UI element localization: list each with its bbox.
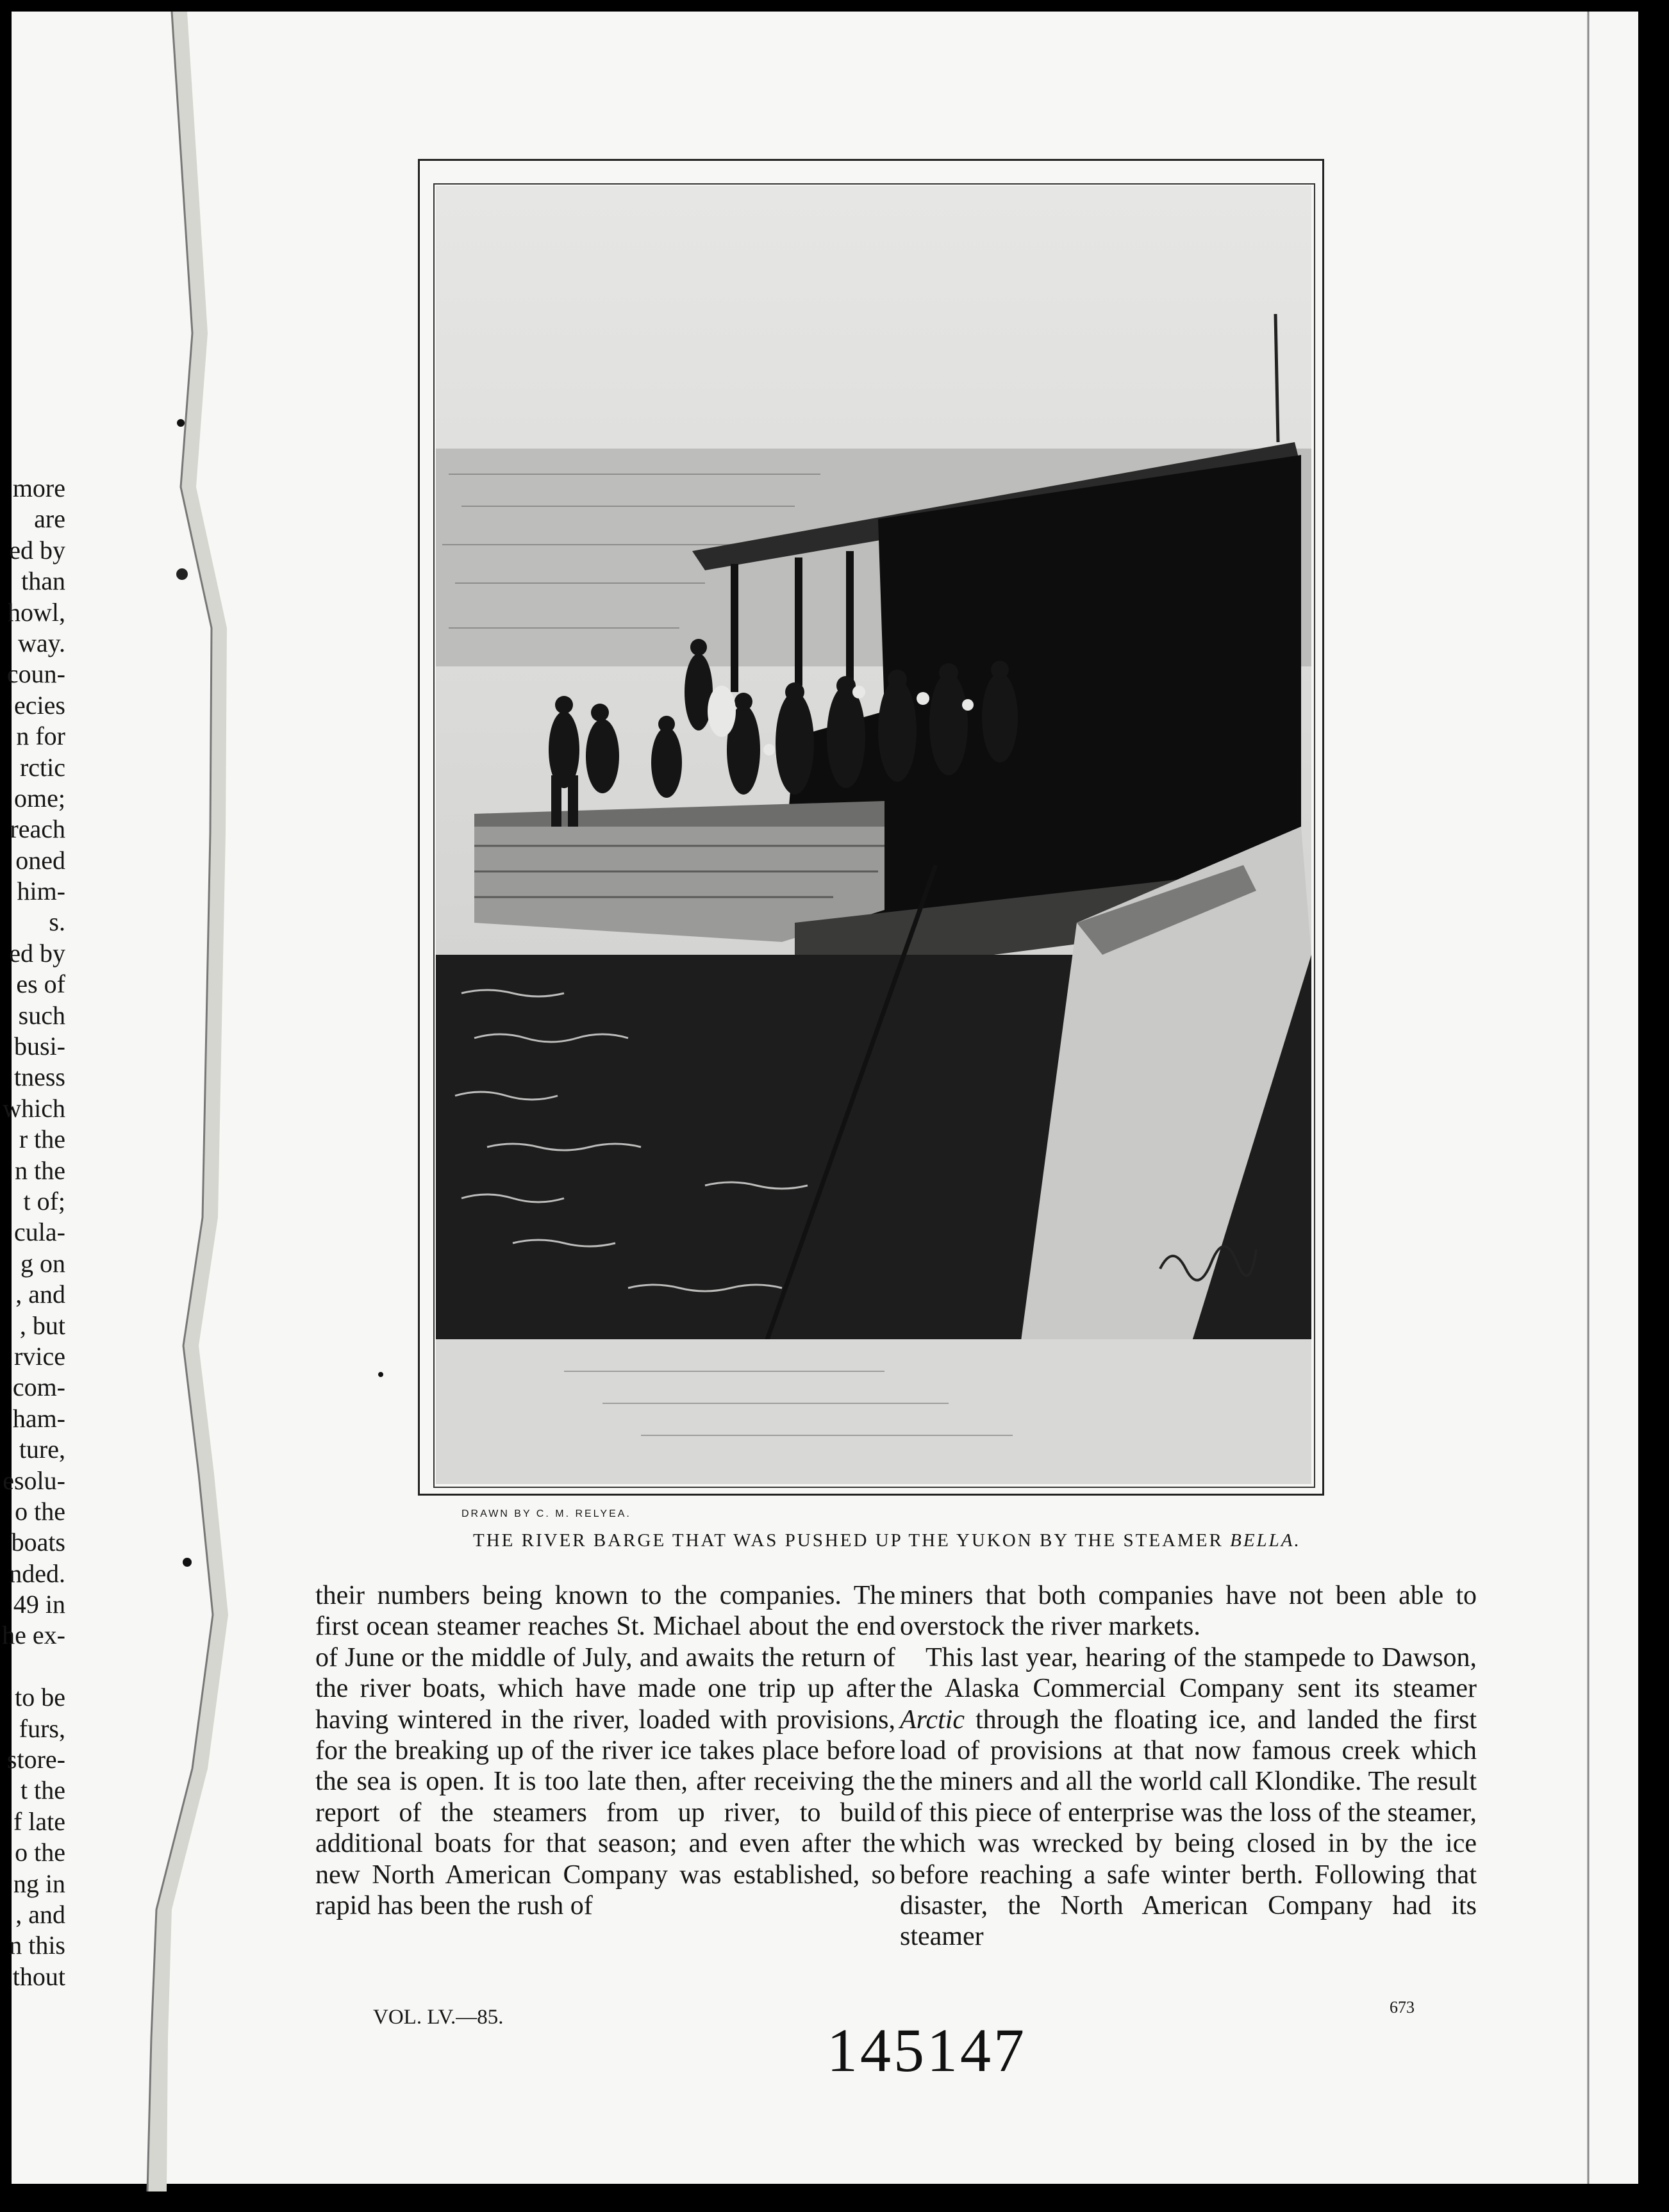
- illustration-caption: [473, 1530, 1301, 1551]
- left-fragment-line: o the: [15, 1838, 65, 1867]
- left-fragment-line: to be: [15, 1683, 65, 1712]
- left-fragment-line: , and: [15, 1280, 65, 1309]
- left-fragment-line: nded.: [9, 1558, 65, 1588]
- left-fragment-line: s.: [49, 907, 65, 937]
- left-fragment-line: busi-: [14, 1032, 65, 1061]
- left-fragment-line: n for: [16, 722, 65, 751]
- left-fragment-line: than: [21, 566, 65, 596]
- column-1-paragraph: their numbers being known to the companies. The first ocean steamer reaches St. Michael about the end of June or the middle of July, and awaits the return of the river boats, which have made one trip up after having wintered in the river, loaded with provisions, for the breaking up of the river ice takes place before the sea is open. It is too late then, after receiving the report of the steamers from up river, to build additional boats for that season; and even after the new North American Company was established, so rapid has been the rush of: [315, 1581, 895, 1921]
- left-fragment-line: o the: [15, 1496, 65, 1526]
- left-fragment-line: coun-: [6, 659, 65, 689]
- body-column-1: [315, 1580, 895, 1921]
- left-fragment-line: f late: [13, 1806, 65, 1836]
- left-fragment-line: , but: [19, 1310, 65, 1340]
- left-fragment-line: thout: [12, 1961, 65, 1991]
- left-fragment-line: com-: [12, 1373, 65, 1402]
- illustration-credit: DRAWN BY C. M. RELYEA.: [461, 1508, 631, 1519]
- ship-name: Arctic: [900, 1704, 965, 1735]
- left-fragment-line: cula-: [14, 1217, 65, 1247]
- left-fragment-line: ed by: [9, 535, 65, 565]
- left-fragment-line: more: [12, 474, 65, 502]
- left-fragment-line: ham-: [12, 1403, 65, 1433]
- left-fragment-line: ecies: [14, 690, 65, 720]
- left-fragment-line: ng in: [13, 1869, 65, 1898]
- left-fragment-line: n this: [9, 1931, 65, 1960]
- left-fragment-line: reach: [10, 814, 65, 844]
- left-fragment-line: him-: [17, 877, 65, 906]
- left-fragment-line: ture,: [19, 1435, 65, 1464]
- left-fragment-line: way.: [17, 628, 65, 657]
- caption-text: THE RIVER BARGE THAT WAS PUSHED UP THE YUKON BY THE STEAMER: [473, 1530, 1224, 1551]
- caption-vessel-name: BELLA.: [1230, 1530, 1301, 1551]
- left-fragment-line: es of: [16, 970, 65, 999]
- left-fragment-line: , and: [15, 1899, 65, 1929]
- accession-stamp: 145147: [827, 2016, 1027, 2084]
- left-fragment-line: t of;: [23, 1186, 65, 1216]
- left-fragment-line: which: [3, 1093, 65, 1123]
- left-page-fragment: [0, 473, 65, 1992]
- left-fragment-line: rctic: [19, 752, 65, 782]
- left-fragment-line: t the: [21, 1776, 65, 1805]
- left-fragment-line: such: [18, 1000, 65, 1030]
- volume-folio: VOL. LV.—85.: [373, 2006, 504, 2029]
- column-2-paragraph-2: [900, 1642, 1477, 1952]
- left-fragment-line: 49 in: [13, 1590, 65, 1619]
- left-fragment-line: ed by: [9, 938, 65, 968]
- left-fragment-line: boats: [11, 1528, 65, 1557]
- paragraph-2-end: through the floating ice, and landed the first load of provisions at that now famous creek which the miners and all the world call Klondike. The result of this piece of enterprise was the loss of the steamer, which was wrecked by being closed in by the ice before reaching a safe winter berth. Following that disaster, the North American Company had its steamer: [900, 1704, 1477, 1952]
- left-fragment-line: ome;: [14, 783, 65, 813]
- left-fragment-line: esolu-: [3, 1465, 65, 1495]
- left-fragment-line: r the: [19, 1125, 65, 1154]
- page-number: 673: [1390, 1998, 1415, 2017]
- column-2-paragraph-1: miners that both companies have not been able to overstock the river markets.: [900, 1581, 1477, 1642]
- left-fragment-line: furs,: [19, 1713, 65, 1743]
- left-fragment-line: n the: [15, 1155, 65, 1185]
- left-fragment-line: are: [34, 504, 65, 534]
- body-column-2: [900, 1580, 1477, 1952]
- left-fragment-line: store-: [6, 1745, 65, 1774]
- left-fragment-line: g on: [21, 1248, 65, 1278]
- river-barge-illustration: [436, 186, 1311, 1484]
- left-fragment-line: tness: [14, 1062, 65, 1092]
- left-fragment-line: he ex-: [2, 1621, 65, 1650]
- left-fragment-line: rvice: [14, 1341, 65, 1371]
- left-fragment-line: [0, 1651, 65, 1682]
- left-fragment-line: howl,: [8, 597, 65, 627]
- left-fragment-line: oned: [15, 845, 65, 875]
- paragraph-2-start: This last year, hearing of the stampede to Dawson, the Alaska Commercial Company sent its steamer: [900, 1642, 1477, 1704]
